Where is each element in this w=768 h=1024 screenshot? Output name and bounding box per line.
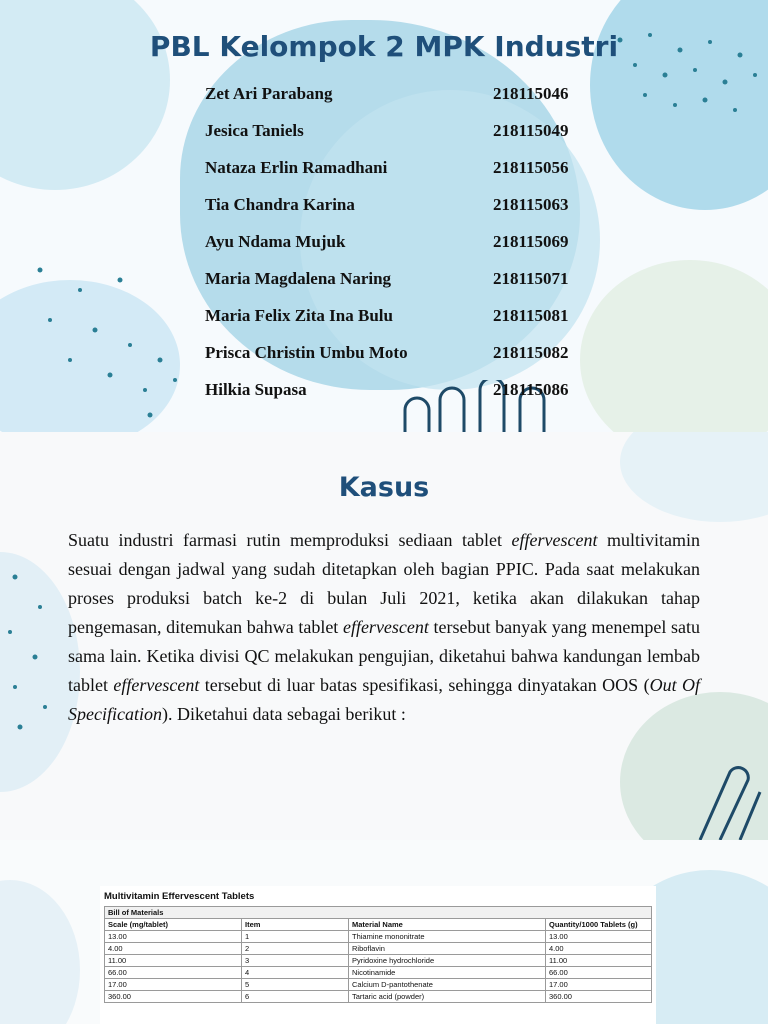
member-nim: 218115049 (493, 121, 569, 141)
case-title: Kasus (338, 472, 430, 503)
member-row (205, 224, 585, 261)
cell-material: Riboflavin (349, 943, 546, 955)
table-section-row (105, 907, 652, 919)
member-nim: 218115046 (493, 84, 569, 104)
case-paragraph (68, 526, 700, 729)
cell-quantity: 360.00 (546, 991, 652, 1003)
cell-material: Tartaric acid (powder) (349, 991, 546, 1003)
case-text-run: Suatu industri farmasi rutin memproduksi sediaan tablet (68, 530, 512, 550)
cell-item: 1 (242, 931, 349, 943)
case-text-italic: effervescent (342, 617, 429, 637)
member-row (205, 260, 585, 297)
table-header-row (105, 919, 652, 931)
dot-pattern-left (20, 260, 190, 430)
member-row (205, 187, 585, 224)
member-name: Prisca Christin Umbu Moto (205, 342, 408, 362)
dot-pattern-left (0, 562, 70, 742)
bill-of-materials-table (100, 886, 656, 1024)
member-nim: 218115081 (493, 305, 569, 325)
member-nim: 218115082 (493, 342, 569, 362)
cell-item: 3 (242, 955, 349, 967)
header-quantity: Quantity/1000 Tablets (g) (546, 919, 652, 931)
table-row (105, 931, 652, 943)
table-row (105, 967, 652, 979)
blob-bottom-right (580, 260, 768, 432)
table-row (105, 979, 652, 991)
cell-quantity: 17.00 (546, 979, 652, 991)
cell-material: Calcium D-pantothenate (349, 979, 546, 991)
slide-title: PBL Kelompok 2 MPK Industri (149, 30, 619, 63)
cell-scale: 66.00 (105, 967, 242, 979)
blob-top-left (0, 0, 170, 190)
cell-quantity: 11.00 (546, 955, 652, 967)
slide-members (0, 0, 768, 432)
member-row (205, 113, 585, 150)
member-nim: 218115063 (493, 195, 569, 215)
member-name: Maria Felix Zita Ina Bulu (205, 305, 393, 325)
bom-table (104, 906, 652, 1003)
case-text-run: multivitamin sesuai dengan jadwal yang sudah ditetapkan oleh bagian PPIC. Pada saat melakukan proses produksi batch ke-2 di bulan Juli 2021, ketika akan dilakukan tahap pengemasan, ditemukan bahwa tablet (68, 530, 700, 637)
member-name: Ayu Ndama Mujuk (205, 232, 346, 251)
member-nim: 218115086 (493, 379, 569, 399)
cell-material: Pyridoxine hydrochloride (349, 955, 546, 967)
cell-item: 2 (242, 943, 349, 955)
member-row (205, 371, 585, 408)
member-nim: 218115071 (493, 268, 569, 288)
cell-material: Nicotinamide (349, 967, 546, 979)
cell-scale: 17.00 (105, 979, 242, 991)
header-material: Material Name (349, 919, 546, 931)
cell-scale: 360.00 (105, 991, 242, 1003)
member-name: Hilkia Supasa (205, 379, 307, 399)
table-row (105, 991, 652, 1003)
member-name: Nataza Erlin Ramadhani (205, 158, 388, 178)
cell-item: 5 (242, 979, 349, 991)
case-text-run: ). Diketahui data sebagai berikut : (161, 704, 406, 724)
member-list (205, 76, 585, 408)
cell-scale: 4.00 (105, 943, 242, 955)
cell-quantity: 66.00 (546, 967, 652, 979)
member-name: Tia Chandra Karina (205, 195, 355, 215)
member-row (205, 297, 585, 334)
member-nim: 218115056 (493, 158, 569, 178)
table-row (105, 955, 652, 967)
cell-material: Thiamine mononitrate (349, 931, 546, 943)
member-row (205, 76, 585, 113)
table-row (105, 943, 652, 955)
member-name: Jesica Taniels (205, 121, 304, 141)
case-text-run: tersebut di luar batas spesifikasi, sehingga dinyatakan OOS ( (199, 675, 650, 695)
cell-item: 4 (242, 967, 349, 979)
member-name: Maria Magdalena Naring (205, 268, 392, 288)
cell-quantity: 4.00 (546, 943, 652, 955)
cell-scale: 11.00 (105, 955, 242, 967)
member-name: Zet Ari Parabang (205, 84, 333, 104)
cell-item: 6 (242, 991, 349, 1003)
case-text-italic: effervescent (511, 530, 598, 550)
section-label: Bill of Materials (105, 907, 652, 919)
cell-scale: 13.00 (105, 931, 242, 943)
table-title: Multivitamin Effervescent Tablets (104, 890, 255, 902)
member-row (205, 334, 585, 371)
case-text-italic: effervescent (113, 675, 200, 695)
line-wave-decoration (690, 732, 768, 840)
case-text-italic: Out Of Specification (68, 675, 701, 724)
member-row (205, 150, 585, 187)
blob-left (0, 880, 80, 1024)
cell-quantity: 13.00 (546, 931, 652, 943)
case-text-run: tersebut banyak yang menempel satu sama lain. Ketika divisi QC melakukan pengujian, diketahui bahwa kandungan lembab tablet (68, 617, 700, 695)
header-item: Item (242, 919, 349, 931)
header-scale: Scale (mg/tablet) (105, 919, 242, 931)
member-nim: 218115069 (493, 232, 569, 251)
